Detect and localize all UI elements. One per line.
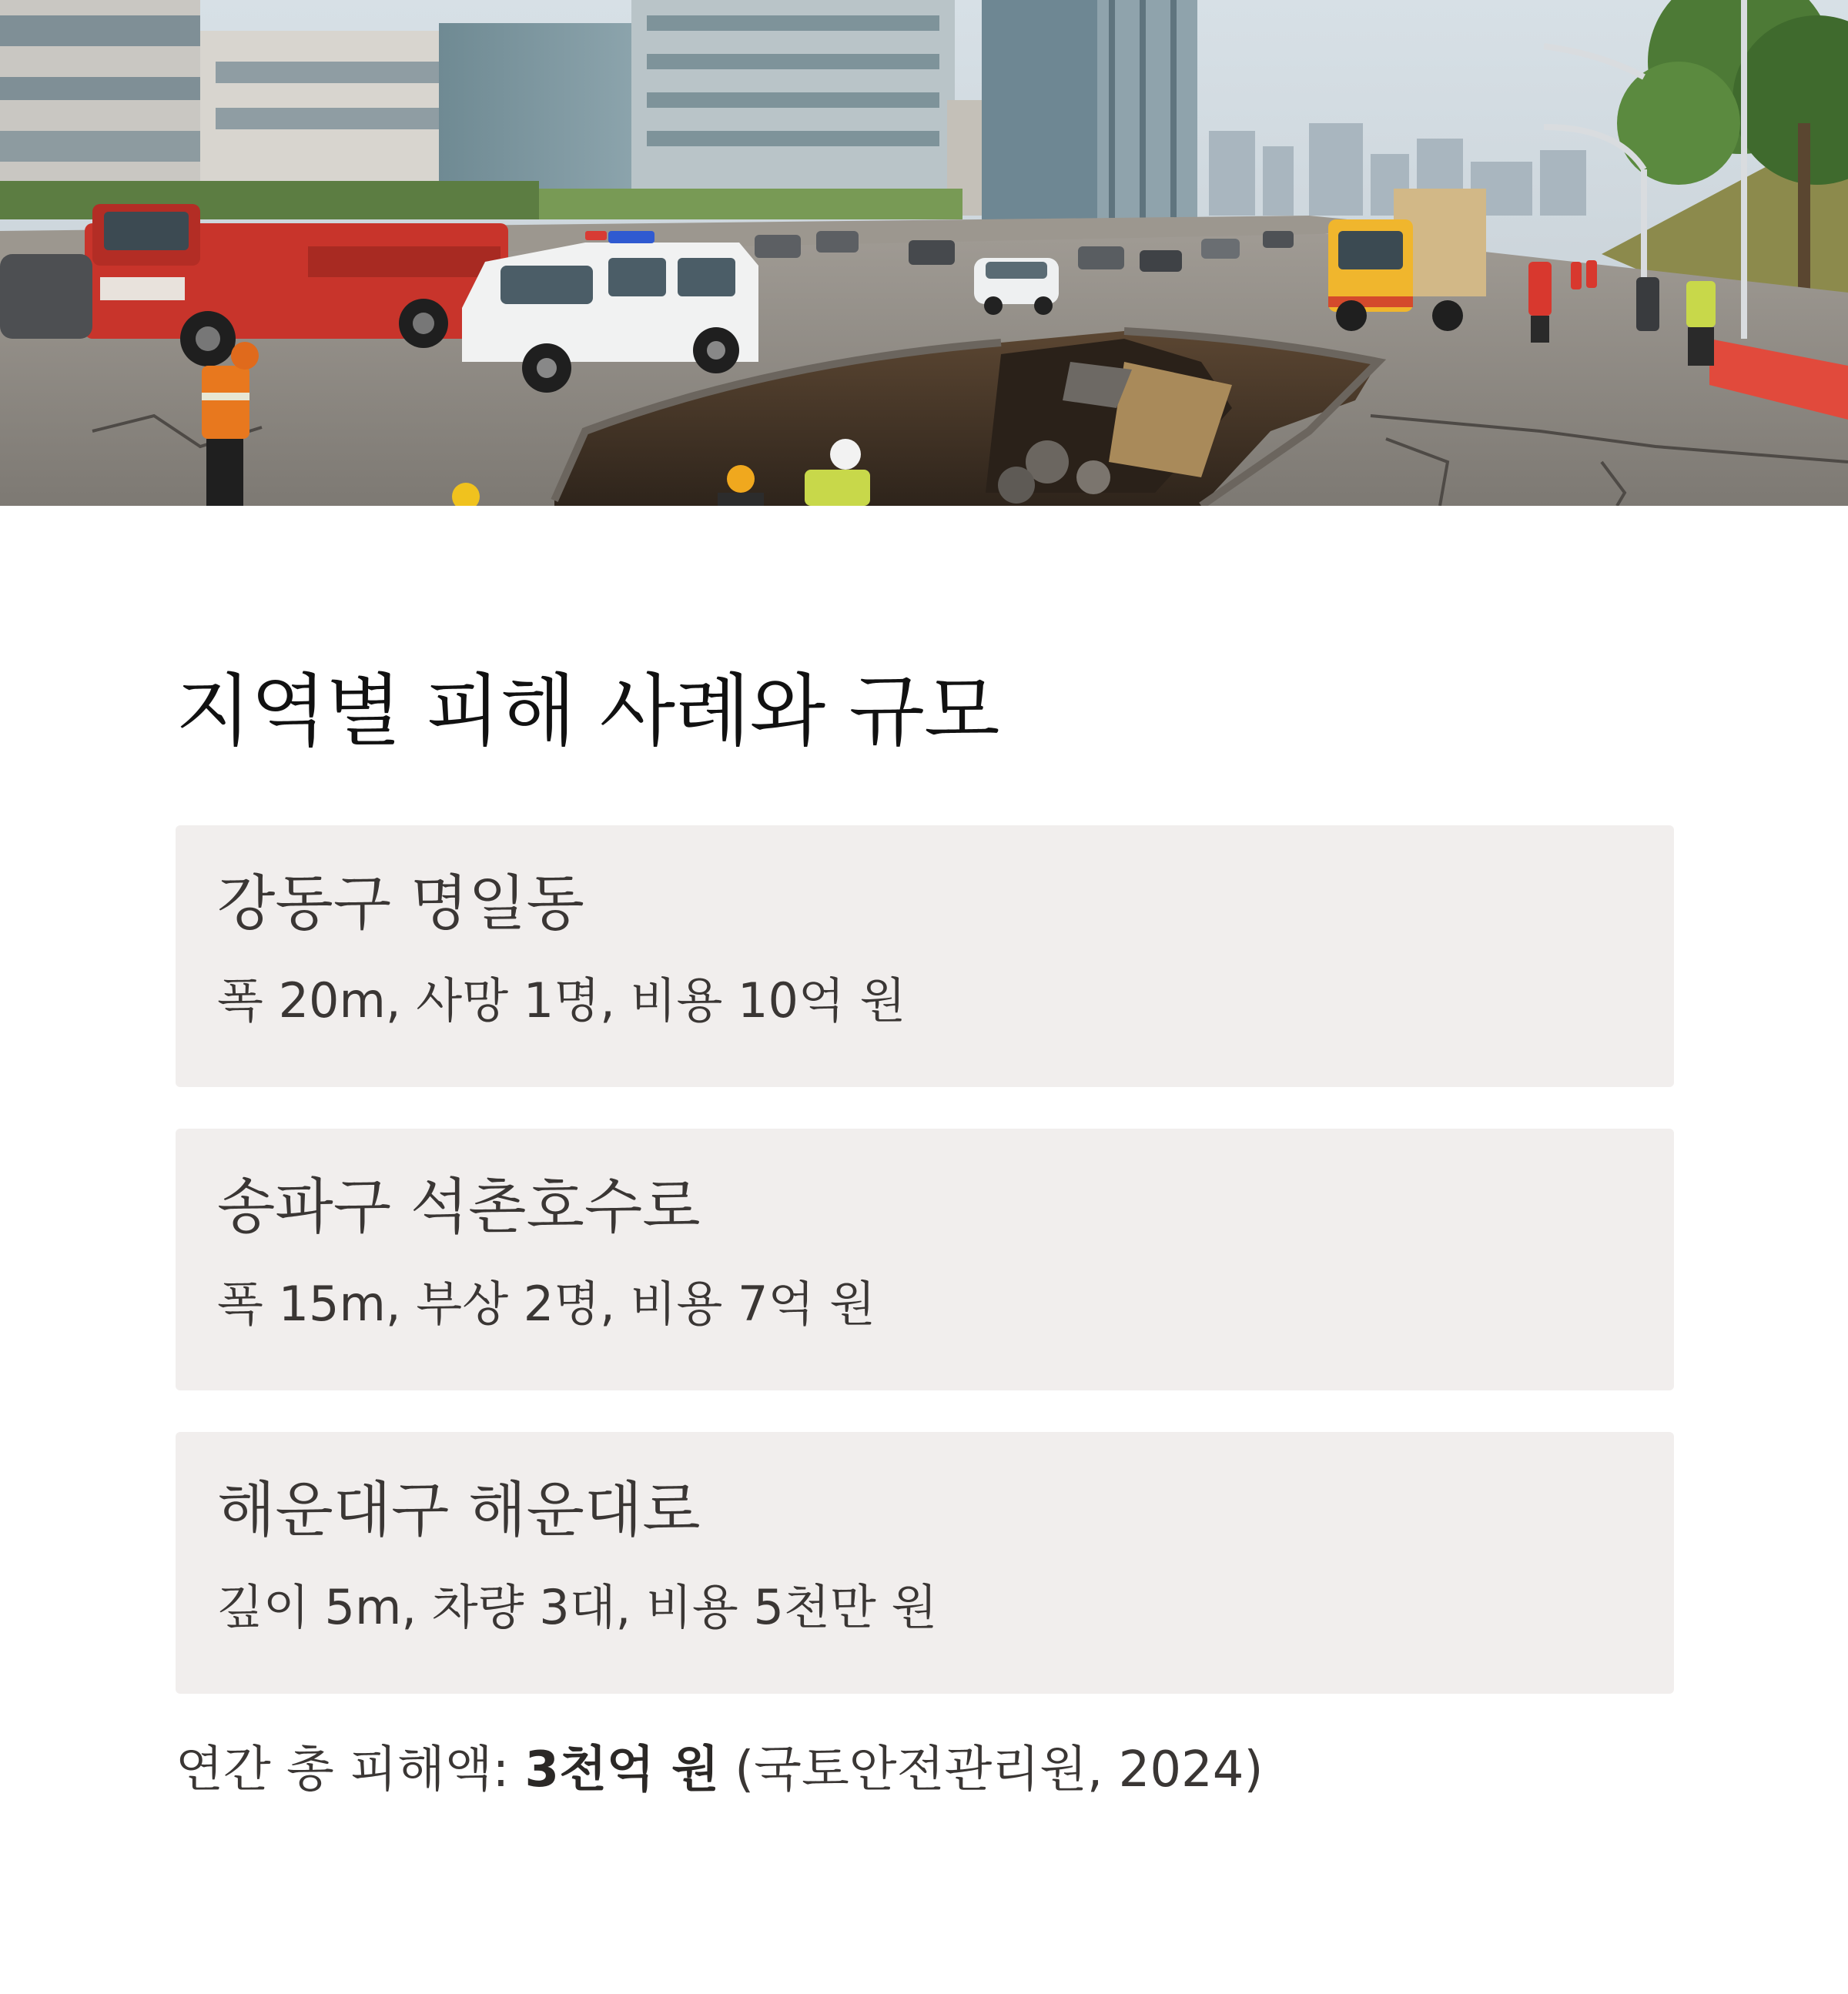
annual-damage-summary <box>176 1735 1674 1805</box>
case-details: 깊이 5m, 차량 3대, 비용 5천만 원 <box>217 1579 938 1635</box>
case-card-list <box>176 825 1674 1694</box>
section-title: 지역별 피해 사례와 규모 <box>176 666 999 758</box>
damage-cases-section <box>176 662 1674 1805</box>
case-details: 폭 15m, 부상 2명, 비용 7억 원 <box>217 1276 875 1332</box>
sinkhole-scene-illustration <box>0 0 1848 506</box>
case-card-haeundae <box>176 1432 1674 1694</box>
case-location: 송파구 석촌호수로 <box>217 1173 701 1242</box>
summary-label: 연간 총 피해액: <box>176 1741 525 1798</box>
case-location: 강동구 명일동 <box>217 869 584 938</box>
hero-photo <box>0 0 1848 506</box>
center-towers <box>982 0 1197 231</box>
summary-amount: 3천억 원 <box>524 1741 719 1798</box>
case-card-songpa <box>176 1129 1674 1390</box>
summary-source: (국토안전관리원, 2024) <box>718 1741 1264 1798</box>
case-details: 폭 20m, 사망 1명, 비용 10억 원 <box>217 972 906 1029</box>
case-card-gangdong <box>176 825 1674 1087</box>
case-location: 해운대구 해운대로 <box>217 1476 701 1545</box>
